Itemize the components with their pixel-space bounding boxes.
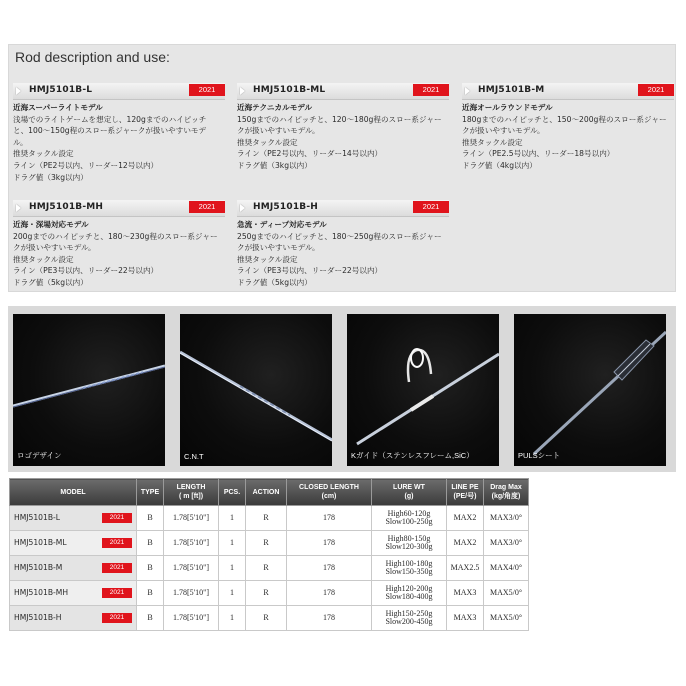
model-code: HMJ5101B-M (478, 85, 545, 95)
desc-line: ライン（PE2号以内、リーダー14号以内） (237, 149, 383, 159)
line-pe-cell: MAX2 (447, 531, 484, 556)
year-badge: 2021 (102, 588, 132, 598)
model-cell: HMJ5101B-H 2021 (10, 606, 137, 631)
desc-line: ル。 (13, 137, 28, 147)
desc-line: クが扱いやすいモデル。 (13, 243, 96, 253)
lure-wt-cell: High150-250g Slow200-450g (372, 606, 447, 631)
card-header (462, 83, 674, 100)
table-row (10, 556, 529, 581)
length-cell: 1.78[5'10"] (164, 506, 219, 531)
desc-line: ドラグ値（3kg以内） (13, 172, 88, 182)
table-row (10, 581, 529, 606)
length-cell: 1.78[5'10"] (164, 556, 219, 581)
closed-length-cell: 178 (287, 581, 372, 606)
action-cell: R (246, 581, 287, 606)
model-cell: HMJ5101B-MH 2021 (10, 581, 137, 606)
card-body (237, 217, 449, 289)
model-name: 近海スーパーライトモデル (13, 103, 103, 112)
lure-wt-cell: High80-150g Slow120-300g (372, 531, 447, 556)
model-name: 近海・深場対応モデル (13, 220, 89, 229)
triangle-bullet-icon (465, 87, 470, 95)
desc-line: クが扱いやすいモデル。 (462, 126, 545, 136)
rod-logo-image (13, 314, 165, 466)
photo-puls-seat (514, 314, 666, 466)
col-pcs: PCS. (219, 479, 246, 506)
pcs-cell: 1 (219, 606, 246, 631)
triangle-bullet-icon (240, 204, 245, 212)
model-name: 近海テクニカルモデル (237, 103, 313, 112)
rod-reel-seat-image (514, 314, 666, 466)
model-name: 急流・ディープ対応モデル (237, 220, 327, 229)
photo-caption: Kガイド（ステンレスフレーム,SiC） (351, 451, 474, 460)
drag-max-cell: MAX3/0° (484, 506, 529, 531)
model-cell: HMJ5101B-L 2021 (10, 506, 137, 531)
desc-line: 浅場でのライトゲームを想定し、120gまでのハイピッチ (13, 114, 207, 124)
length-cell: 1.78[5'10"] (164, 531, 219, 556)
card-header (13, 200, 225, 217)
desc-line: ライン（PE3号以内、リーダー22号以内） (13, 266, 159, 276)
desc-line: 推奨タックル設定 (462, 137, 523, 147)
card-header (237, 200, 449, 217)
desc-line: 推奨タックル設定 (237, 137, 298, 147)
model-code: HMJ5101B-MH (29, 202, 104, 212)
drag-max-cell: MAX5/0° (484, 581, 529, 606)
table-row (10, 531, 529, 556)
card-header (13, 83, 225, 100)
desc-line: クが扱いやすいモデル。 (237, 126, 320, 136)
spec-table (9, 478, 529, 631)
desc-line: 180gまでのハイピッチと、150〜200g程のスロー系ジャー (462, 114, 667, 124)
lure-wt-cell: High120-200g Slow180-400g (372, 581, 447, 606)
type-cell: B (137, 531, 164, 556)
closed-length-cell: 178 (287, 606, 372, 631)
photo-caption: C.N.T (184, 452, 204, 461)
desc-line: ドラグ値（3kg以内） (237, 160, 312, 170)
desc-line: ライン（PE3号以内、リーダー22号以内） (237, 266, 383, 276)
description-card-l (13, 83, 225, 183)
model-code: HMJ5101B-H (253, 202, 319, 212)
desc-line: ドラグ値（5kg以内） (237, 277, 312, 287)
type-cell: B (137, 581, 164, 606)
col-line-pe: LINE PE (PE/号) (447, 479, 484, 506)
col-action: ACTION (246, 479, 287, 506)
col-type: TYPE (137, 479, 164, 506)
photo-logo-design (13, 314, 165, 466)
desc-line: ドラグ値（5kg以内） (13, 277, 88, 287)
length-cell: 1.78[5'10"] (164, 606, 219, 631)
rod-cnt-image (180, 314, 332, 466)
model-code: HMJ5101B-L (29, 85, 93, 95)
description-card-m (462, 83, 674, 172)
photo-caption: ロゴデザイン (17, 451, 62, 460)
description-card-h (237, 200, 449, 289)
rod-description-panel (8, 44, 676, 292)
description-card-ml (237, 83, 449, 172)
desc-line: 150gまでのハイピッチと、120〜180g程のスロー系ジャー (237, 114, 442, 124)
year-badge: 2021 (102, 538, 132, 548)
card-body (237, 100, 449, 172)
feature-photos (8, 306, 676, 472)
rod-guide-image (347, 314, 499, 466)
description-card-mh (13, 200, 225, 289)
triangle-bullet-icon (240, 87, 245, 95)
type-cell: B (137, 606, 164, 631)
type-cell: B (137, 506, 164, 531)
action-cell: R (246, 506, 287, 531)
year-badge: 2021 (102, 613, 132, 623)
desc-line: 250gまでのハイピッチと、180〜250g程のスロー系ジャー (237, 231, 442, 241)
desc-line: 推奨タックル設定 (13, 149, 74, 159)
card-header (237, 83, 449, 100)
col-lure-wt: LURE WT (g) (372, 479, 447, 506)
drag-max-cell: MAX5/0° (484, 606, 529, 631)
section-title: Rod description and use: (15, 49, 170, 65)
desc-line: クが扱いやすいモデル。 (237, 243, 320, 253)
line-pe-cell: MAX2.5 (447, 556, 484, 581)
table-row (10, 606, 529, 631)
line-pe-cell: MAX3 (447, 606, 484, 631)
card-body (13, 217, 225, 289)
year-badge: 2021 (189, 84, 225, 96)
col-length: LENGTH ( m [ft]) (164, 479, 219, 506)
closed-length-cell: 178 (287, 531, 372, 556)
card-body (462, 100, 674, 172)
photo-k-guide (347, 314, 499, 466)
photo-caption: PULSシート (518, 451, 561, 460)
pcs-cell: 1 (219, 506, 246, 531)
table-header-row (10, 479, 529, 506)
closed-length-cell: 178 (287, 556, 372, 581)
drag-max-cell: MAX3/0° (484, 531, 529, 556)
desc-line: ライン（PE2.5号以内、リーダー18号以内） (462, 149, 615, 159)
line-pe-cell: MAX3 (447, 581, 484, 606)
desc-line: ドラグ値（4kg以内） (462, 160, 537, 170)
col-drag-max: Drag Max (kg/角度) (484, 479, 529, 506)
length-cell: 1.78[5'10"] (164, 581, 219, 606)
drag-max-cell: MAX4/0° (484, 556, 529, 581)
pcs-cell: 1 (219, 531, 246, 556)
pcs-cell: 1 (219, 581, 246, 606)
year-badge: 2021 (102, 513, 132, 523)
col-closed-length: CLOSED LENGTH (cm) (287, 479, 372, 506)
pcs-cell: 1 (219, 556, 246, 581)
desc-line: 推奨タックル設定 (13, 254, 74, 264)
triangle-bullet-icon (16, 87, 21, 95)
model-cell: HMJ5101B-ML 2021 (10, 531, 137, 556)
card-body (13, 100, 225, 183)
year-badge: 2021 (102, 563, 132, 573)
year-badge: 2021 (638, 84, 674, 96)
model-code: HMJ5101B-ML (253, 85, 326, 95)
action-cell: R (246, 606, 287, 631)
line-pe-cell: MAX2 (447, 506, 484, 531)
desc-line: 推奨タックル設定 (237, 254, 298, 264)
desc-line: と、100〜150g程のスロー系ジャークが扱いやすいモデ (13, 126, 207, 136)
type-cell: B (137, 556, 164, 581)
model-name: 近海オールラウンドモデル (462, 103, 553, 112)
desc-line: 200gまでのハイピッチと、180〜230g程のスロー系ジャー (13, 231, 218, 241)
year-badge: 2021 (413, 84, 449, 96)
year-badge: 2021 (413, 201, 449, 213)
year-badge: 2021 (189, 201, 225, 213)
table-row (10, 506, 529, 531)
lure-wt-cell: High60-120g Slow100-250g (372, 506, 447, 531)
photo-cnt (180, 314, 332, 466)
lure-wt-cell: High100-180g Slow150-350g (372, 556, 447, 581)
triangle-bullet-icon (16, 204, 21, 212)
action-cell: R (246, 556, 287, 581)
action-cell: R (246, 531, 287, 556)
closed-length-cell: 178 (287, 506, 372, 531)
model-cell: HMJ5101B-M 2021 (10, 556, 137, 581)
desc-line: ライン（PE2号以内、リーダー12号以内） (13, 160, 159, 170)
col-model: MODEL (10, 479, 137, 506)
